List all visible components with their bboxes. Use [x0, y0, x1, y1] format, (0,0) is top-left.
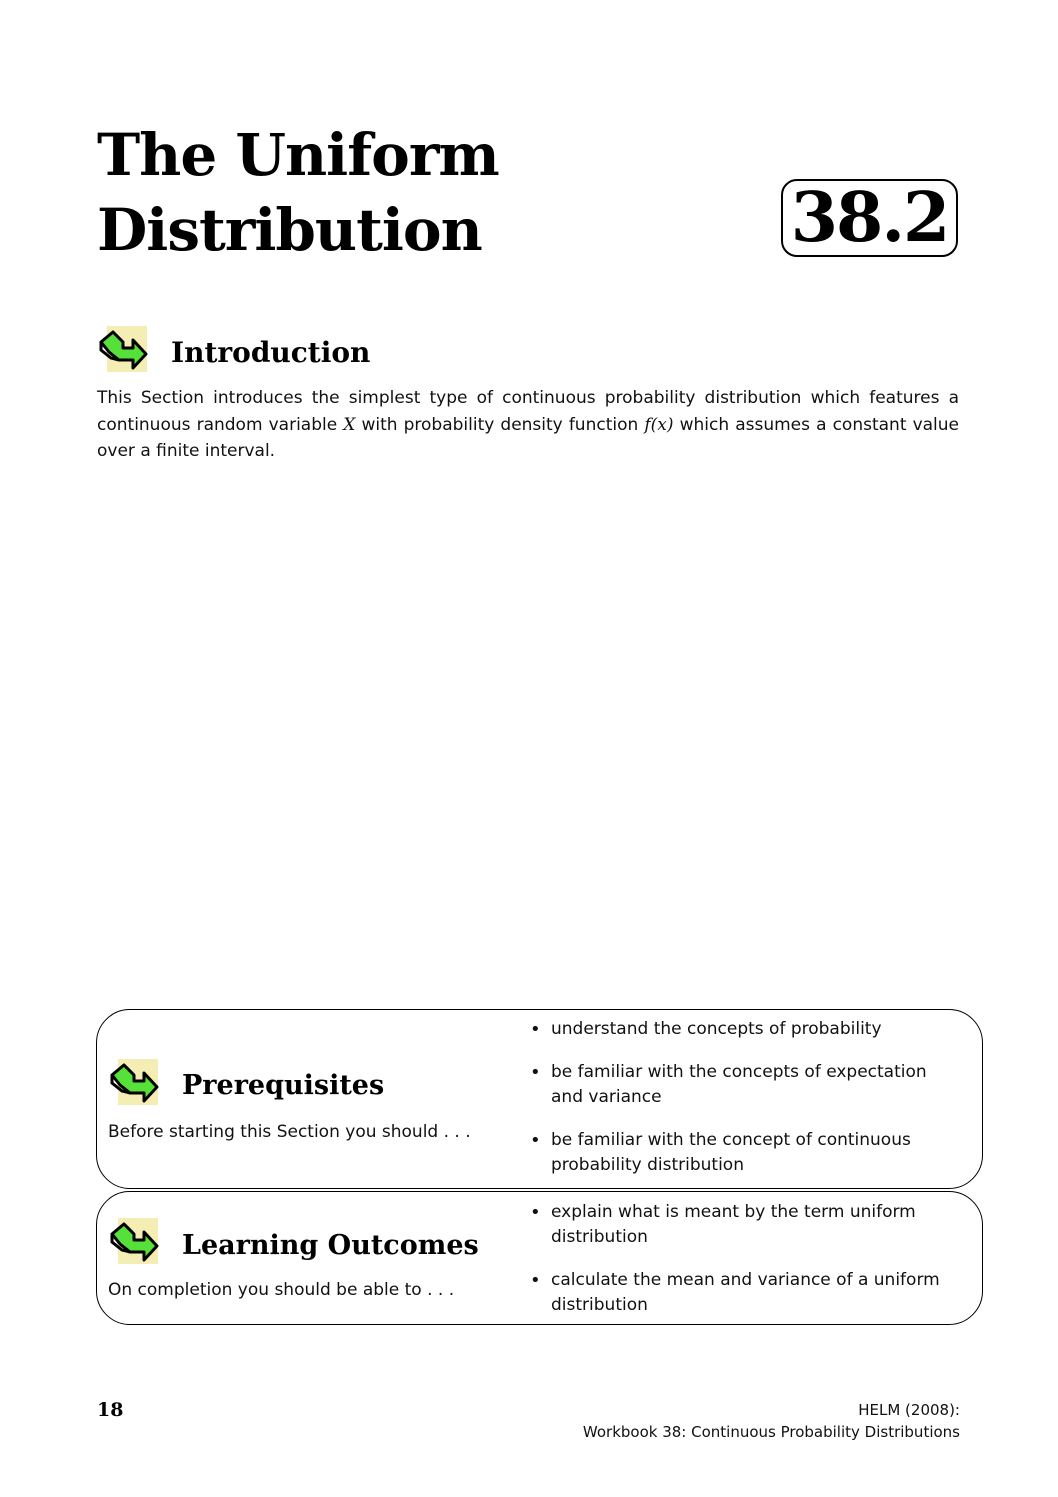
list-item: • be familiar with the concept of continuous probability distribution [530, 1128, 950, 1178]
list-item: • be familiar with the concepts of expectation and variance [530, 1060, 950, 1110]
title-line-1: The Uniform [97, 121, 499, 189]
learning-outcomes-list [530, 1200, 950, 1318]
variable-x: X [343, 414, 356, 435]
list-item: • calculate the mean and variance of a uniform distribution [530, 1268, 950, 1318]
list-item: • explain what is meant by the term uniform distribution [530, 1200, 950, 1250]
function-fx: f(x) [644, 414, 674, 435]
arrow-icon [108, 1214, 162, 1268]
title-line-2: Distribution [97, 196, 482, 264]
list-item: • understand the concepts of probability [530, 1017, 950, 1042]
prerequisites-subtitle: Before starting this Section you should . . . [108, 1122, 471, 1142]
page-number: 18 [97, 1399, 124, 1421]
arrow-icon [108, 1055, 162, 1109]
intro-text-part: This Section introduces the simplest type of continuous probability distribution which features a continuous random variable [97, 388, 959, 435]
learning-outcomes-heading: Learning Outcomes [182, 1230, 479, 1261]
introduction-text [97, 385, 959, 465]
footer-line-2: Workbook 38: Continuous Probability Distributions [582, 1423, 960, 1441]
learning-outcomes-subtitle: On completion you should be able to . . . [108, 1280, 455, 1300]
intro-text-part: which assumes a constant value over a finite interval. [97, 414, 960, 461]
prerequisites-heading: Prerequisites [182, 1070, 385, 1101]
footer-reference [583, 1399, 960, 1443]
footer-line-1: HELM (2008): [858, 1401, 960, 1419]
introduction-heading: Introduction [171, 336, 371, 369]
section-number-badge: 38.2 [781, 179, 958, 257]
prerequisites-list [530, 1017, 950, 1178]
page-title [97, 118, 499, 268]
intro-text-part: with probability density function [355, 414, 645, 435]
arrow-icon [97, 322, 151, 376]
